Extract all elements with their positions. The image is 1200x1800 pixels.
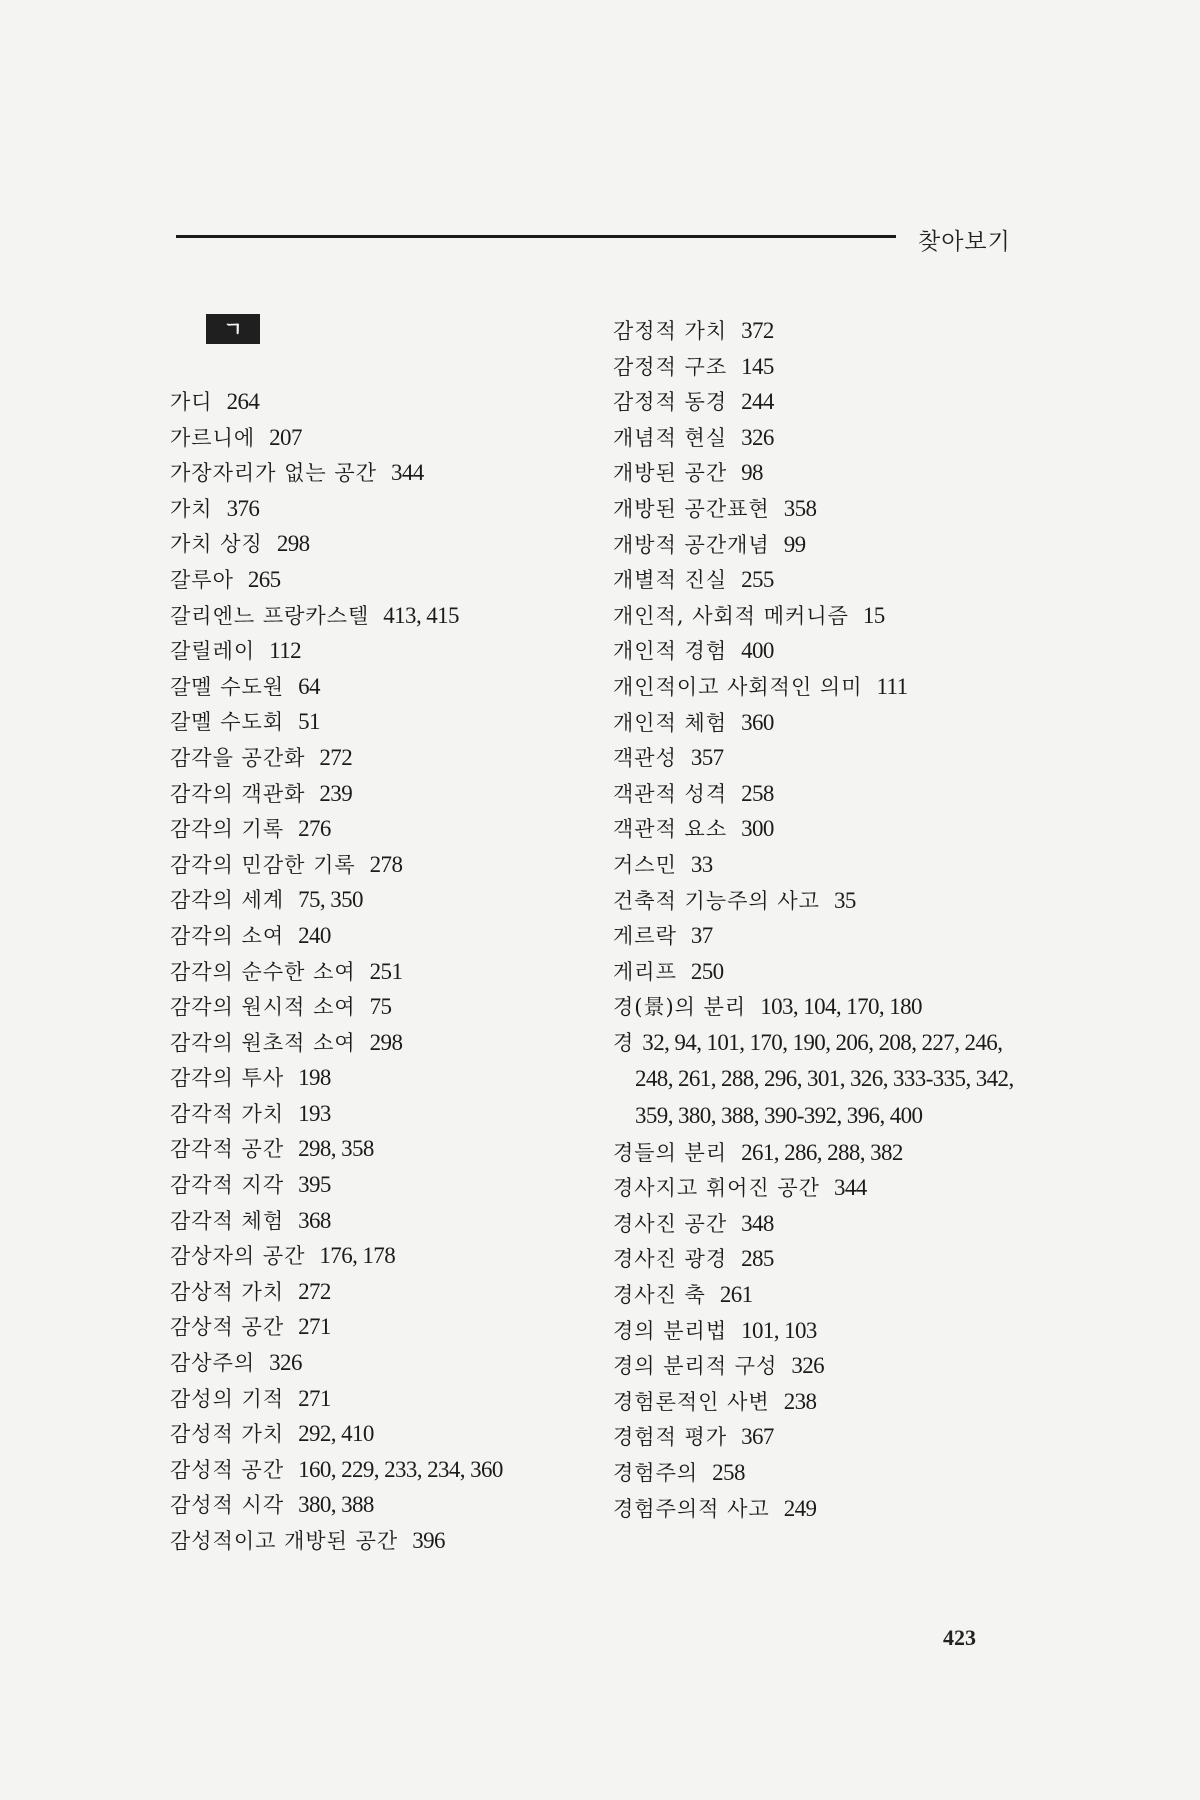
- index-entry: [613, 1313, 1033, 1349]
- index-entry: [613, 527, 1033, 563]
- index-entry: [170, 704, 590, 740]
- index-entry: [613, 598, 1033, 634]
- index-term: 거스민: [613, 852, 677, 877]
- index-entry: [613, 1277, 1033, 1313]
- index-term: 감성적 공간: [170, 1457, 285, 1482]
- index-page-refs: 357: [690, 745, 724, 771]
- index-entry: [170, 455, 590, 491]
- header-rule: [176, 235, 896, 238]
- index-term: 경사진 축: [613, 1283, 706, 1308]
- index-term: 감상적 공간: [170, 1315, 285, 1340]
- index-page-refs: 372: [741, 318, 774, 343]
- index-page-refs: 258: [741, 780, 774, 806]
- index-page-refs: 396: [412, 1528, 445, 1553]
- index-entry: [613, 562, 1033, 598]
- index-page-refs: 145: [741, 353, 774, 379]
- index-entry: [170, 420, 590, 456]
- index-entry: [170, 1096, 590, 1132]
- index-entry: [613, 384, 1033, 420]
- index-term: 가치: [170, 496, 213, 521]
- index-entry: [613, 1491, 1033, 1527]
- index-term: 개인적 경험: [613, 639, 728, 664]
- index-page-refs: 75, 350: [298, 887, 363, 913]
- index-term: 감성적이고 개방된 공간: [170, 1529, 399, 1553]
- index-page-refs: 326: [791, 1353, 825, 1379]
- index-term: 감각의 세계: [170, 888, 285, 913]
- index-page-refs: 344: [833, 1175, 867, 1201]
- index-term: 경험주의: [613, 1461, 699, 1485]
- index-page-refs: 271: [298, 1385, 331, 1411]
- index-entry: [613, 313, 1033, 349]
- index-term: 가디: [170, 390, 213, 414]
- index-page-refs: 272: [298, 1278, 331, 1304]
- index-page-refs: 35: [833, 887, 856, 913]
- index-entry: [613, 1384, 1033, 1420]
- index-page-refs: 367: [741, 1424, 774, 1450]
- index-entry: [170, 882, 590, 918]
- index-page-refs: 271: [298, 1314, 331, 1340]
- index-term: 감성적 시각: [170, 1493, 285, 1518]
- index-page-refs: 240: [298, 922, 331, 948]
- page-number: 423: [943, 1625, 976, 1650]
- index-page-refs: 360: [741, 709, 774, 735]
- index-term: 경험적 평가: [613, 1425, 728, 1450]
- index-page-refs: 264: [226, 389, 260, 414]
- index-page-refs: 99: [783, 531, 806, 557]
- index-term: 감각적 지각: [170, 1173, 285, 1198]
- index-page-refs: 103, 104, 170, 180: [760, 994, 922, 1020]
- index-term: 감각을 공간화: [170, 745, 306, 770]
- index-term: 건축적 기능주의 사고: [613, 888, 820, 913]
- index-entry: [613, 455, 1033, 491]
- index-page-refs: 358: [783, 495, 817, 521]
- index-entry: [613, 1025, 1025, 1135]
- index-page-refs: 300: [741, 816, 774, 842]
- index-term: 감각의 소여: [170, 923, 285, 948]
- index-page-refs: 255: [741, 567, 774, 593]
- index-page-refs: 326: [269, 1350, 302, 1376]
- index-entry: [170, 811, 590, 847]
- index-entry: [170, 491, 590, 527]
- index-entry: [613, 954, 1033, 990]
- index-term: 경: [613, 1030, 635, 1055]
- index-page-refs: 98: [741, 460, 763, 486]
- index-page-refs: 348: [741, 1210, 774, 1236]
- index-term: 개방된 공간표현: [613, 496, 770, 521]
- index-term: 감각의 객관화: [170, 781, 306, 806]
- index-entry: [170, 633, 590, 669]
- index-term: 경험주의적 사고: [613, 1496, 770, 1521]
- index-entry: [613, 1348, 1033, 1384]
- index-term: 경사진 공간: [613, 1211, 728, 1236]
- index-page-refs: 239: [319, 780, 353, 806]
- index-entry: [613, 705, 1033, 741]
- index-entry: [170, 847, 590, 883]
- index-page-refs: 238: [783, 1388, 817, 1414]
- index-page-refs: 207: [269, 424, 302, 450]
- index-entry: [170, 989, 590, 1025]
- index-page-refs: 37: [690, 923, 713, 949]
- index-term: 개인적이고 사회적인 의미: [613, 674, 863, 699]
- index-entry: [613, 349, 1033, 385]
- index-page-refs: 413, 415: [383, 602, 459, 628]
- index-entry: [170, 1060, 590, 1096]
- index-column-left: [170, 384, 590, 1559]
- index-entry: [613, 1419, 1033, 1455]
- index-page-refs: 278: [369, 851, 403, 877]
- index-entry: [613, 1241, 1033, 1277]
- index-term: 감정적 동경: [613, 390, 728, 415]
- index-page-refs: 292, 410: [298, 1421, 374, 1447]
- index-term: 갈릴레이: [170, 639, 256, 664]
- index-page-refs: 376: [226, 495, 260, 521]
- index-entry: [170, 1203, 590, 1239]
- index-page-refs: 112: [269, 638, 302, 664]
- index-term: 감각적 공간: [170, 1137, 285, 1162]
- index-entry: [170, 1167, 590, 1203]
- index-term: 감각의 원시적 소여: [170, 995, 356, 1020]
- index-entry: [613, 1135, 1033, 1171]
- index-term: 감상주의: [170, 1351, 256, 1376]
- index-page-refs: 261: [719, 1282, 753, 1308]
- index-page-refs: 272: [319, 744, 353, 770]
- index-page-refs: 249: [783, 1495, 817, 1521]
- index-entry: [170, 1487, 590, 1523]
- index-term: 감각의 민감한 기록: [170, 852, 356, 877]
- index-entry: [613, 633, 1033, 669]
- index-page-refs: 15: [862, 602, 885, 628]
- index-page-refs: 326: [741, 424, 774, 450]
- index-page-refs: 251: [369, 958, 403, 984]
- index-entry: [613, 1170, 1033, 1206]
- index-page-refs: 276: [298, 816, 331, 842]
- index-entry: [170, 1274, 590, 1310]
- index-term: 경(景)의 분리: [613, 995, 747, 1020]
- index-term: 감각적 체험: [170, 1208, 285, 1233]
- index-entry: [170, 1523, 590, 1559]
- index-entry: [170, 740, 590, 776]
- index-page-refs: 51: [298, 709, 320, 735]
- index-entry: [170, 562, 590, 598]
- index-term: 감각의 순수한 소여: [170, 959, 356, 984]
- index-term: 객관성: [613, 746, 677, 771]
- index-term: 게르락: [613, 924, 677, 949]
- index-page-refs: 298, 358: [298, 1136, 374, 1162]
- index-page-refs: 33: [690, 851, 713, 877]
- index-entry: [613, 491, 1033, 527]
- index-entry: [170, 1025, 590, 1061]
- index-term: 개별적 진실: [613, 568, 728, 593]
- index-entry: [170, 526, 590, 562]
- index-term: 경의 분리적 구성: [613, 1354, 778, 1379]
- index-page-refs: 368: [298, 1207, 331, 1233]
- index-entry: [170, 598, 590, 634]
- index-term: 객관적 요소: [613, 817, 728, 842]
- index-term: 감상자의 공간: [170, 1244, 306, 1269]
- index-entry: [613, 420, 1033, 456]
- index-entry: [613, 776, 1033, 812]
- index-page-refs: 198: [298, 1065, 331, 1091]
- index-entry: [170, 776, 590, 812]
- index-term: 개인적, 사회적 메커니즘: [613, 603, 849, 628]
- index-page-refs: 400: [741, 638, 774, 664]
- index-term: 게리프: [613, 959, 677, 984]
- index-term: 감각의 투사: [170, 1066, 285, 1091]
- index-page-refs: 298: [276, 531, 310, 557]
- index-entry: [170, 1452, 590, 1488]
- index-page-refs: 176, 178: [319, 1243, 396, 1269]
- index-page-refs: 285: [741, 1246, 774, 1272]
- index-term: 감각의 원초적 소여: [170, 1030, 356, 1055]
- index-entry: [613, 847, 1033, 883]
- index-entry: [170, 1345, 590, 1381]
- index-page-refs: 160, 229, 233, 234, 360: [298, 1456, 503, 1482]
- page-header-title: 찾아보기: [918, 229, 1011, 255]
- index-page-refs: 258: [712, 1460, 745, 1485]
- section-letter-badge: ㄱ: [206, 314, 260, 344]
- index-page-refs: 265: [247, 566, 281, 592]
- index-term: 경의 분리법: [613, 1318, 728, 1343]
- index-entry: [613, 811, 1033, 847]
- index-entry: [170, 1309, 590, 1345]
- index-entry: [613, 1206, 1033, 1242]
- index-page-refs: 250: [690, 958, 724, 984]
- index-entry: [170, 1416, 590, 1452]
- index-entry: [170, 954, 590, 990]
- index-entry: [170, 1381, 590, 1417]
- index-term: 갈루아: [170, 567, 234, 592]
- index-term: 가치 상징: [170, 532, 263, 557]
- index-column-right: [613, 313, 1033, 1526]
- index-term: 개방된 공간: [613, 461, 728, 486]
- index-term: 감성의 기적: [170, 1386, 285, 1411]
- index-term: 갈멜 수도원: [170, 674, 285, 699]
- index-term: 갈리엔느 프랑카스텔: [170, 603, 370, 628]
- index-page-refs: 261, 286, 288, 382: [741, 1139, 903, 1165]
- index-page-refs: 111: [876, 673, 908, 699]
- index-entry: [170, 1238, 590, 1274]
- index-term: 감정적 구조: [613, 354, 728, 379]
- index-entry: [613, 1455, 1033, 1491]
- index-page-refs: 244: [741, 389, 774, 415]
- index-term: 갈멜 수도회: [170, 710, 285, 735]
- index-entry: [170, 384, 590, 420]
- index-entry: [170, 1131, 590, 1167]
- index-term: 감성적 가치: [170, 1422, 285, 1447]
- index-page-refs: 395: [298, 1172, 331, 1198]
- index-page-refs: 32, 94, 101, 170, 190, 206, 208, 227, 246, 248, 261, 288, 296, 301, 326, 333-335, 342, 359, 380, 388, 390-392, 396, 400: [635, 1029, 1014, 1129]
- index-entry: [170, 669, 590, 705]
- index-page-refs: 193: [298, 1100, 331, 1126]
- index-entry: [613, 989, 1033, 1025]
- index-entry: [613, 669, 1033, 705]
- index-term: 개념적 현실: [613, 425, 728, 450]
- index-entry: [170, 918, 590, 954]
- index-term: 개방적 공간개념: [613, 532, 770, 557]
- index-page-refs: 101, 103: [741, 1317, 817, 1343]
- index-term: 경험론적인 사변: [613, 1389, 770, 1414]
- index-term: 감정적 가치: [613, 319, 728, 343]
- index-term: 가장자리가 없는 공간: [170, 461, 377, 486]
- index-entry: [613, 740, 1033, 776]
- index-page-refs: 298: [369, 1029, 403, 1055]
- index-term: 경사지고 휘어진 공간: [613, 1176, 820, 1201]
- index-entry: [613, 883, 1033, 919]
- index-term: 개인적 체험: [613, 710, 728, 735]
- index-term: 감각의 기록: [170, 817, 285, 842]
- index-term: 가르니에: [170, 425, 256, 450]
- index-entry: [613, 918, 1033, 954]
- index-page-refs: 75: [369, 994, 392, 1020]
- index-term: 경들의 분리: [613, 1140, 728, 1165]
- index-page-refs: 64: [298, 673, 320, 699]
- index-page-refs: 344: [390, 460, 424, 486]
- index-page-refs: 380, 388: [298, 1492, 374, 1518]
- index-term: 객관적 성격: [613, 781, 728, 806]
- index-term: 감각적 가치: [170, 1101, 285, 1126]
- index-term: 감상적 가치: [170, 1279, 285, 1304]
- index-term: 경사진 광경: [613, 1247, 728, 1272]
